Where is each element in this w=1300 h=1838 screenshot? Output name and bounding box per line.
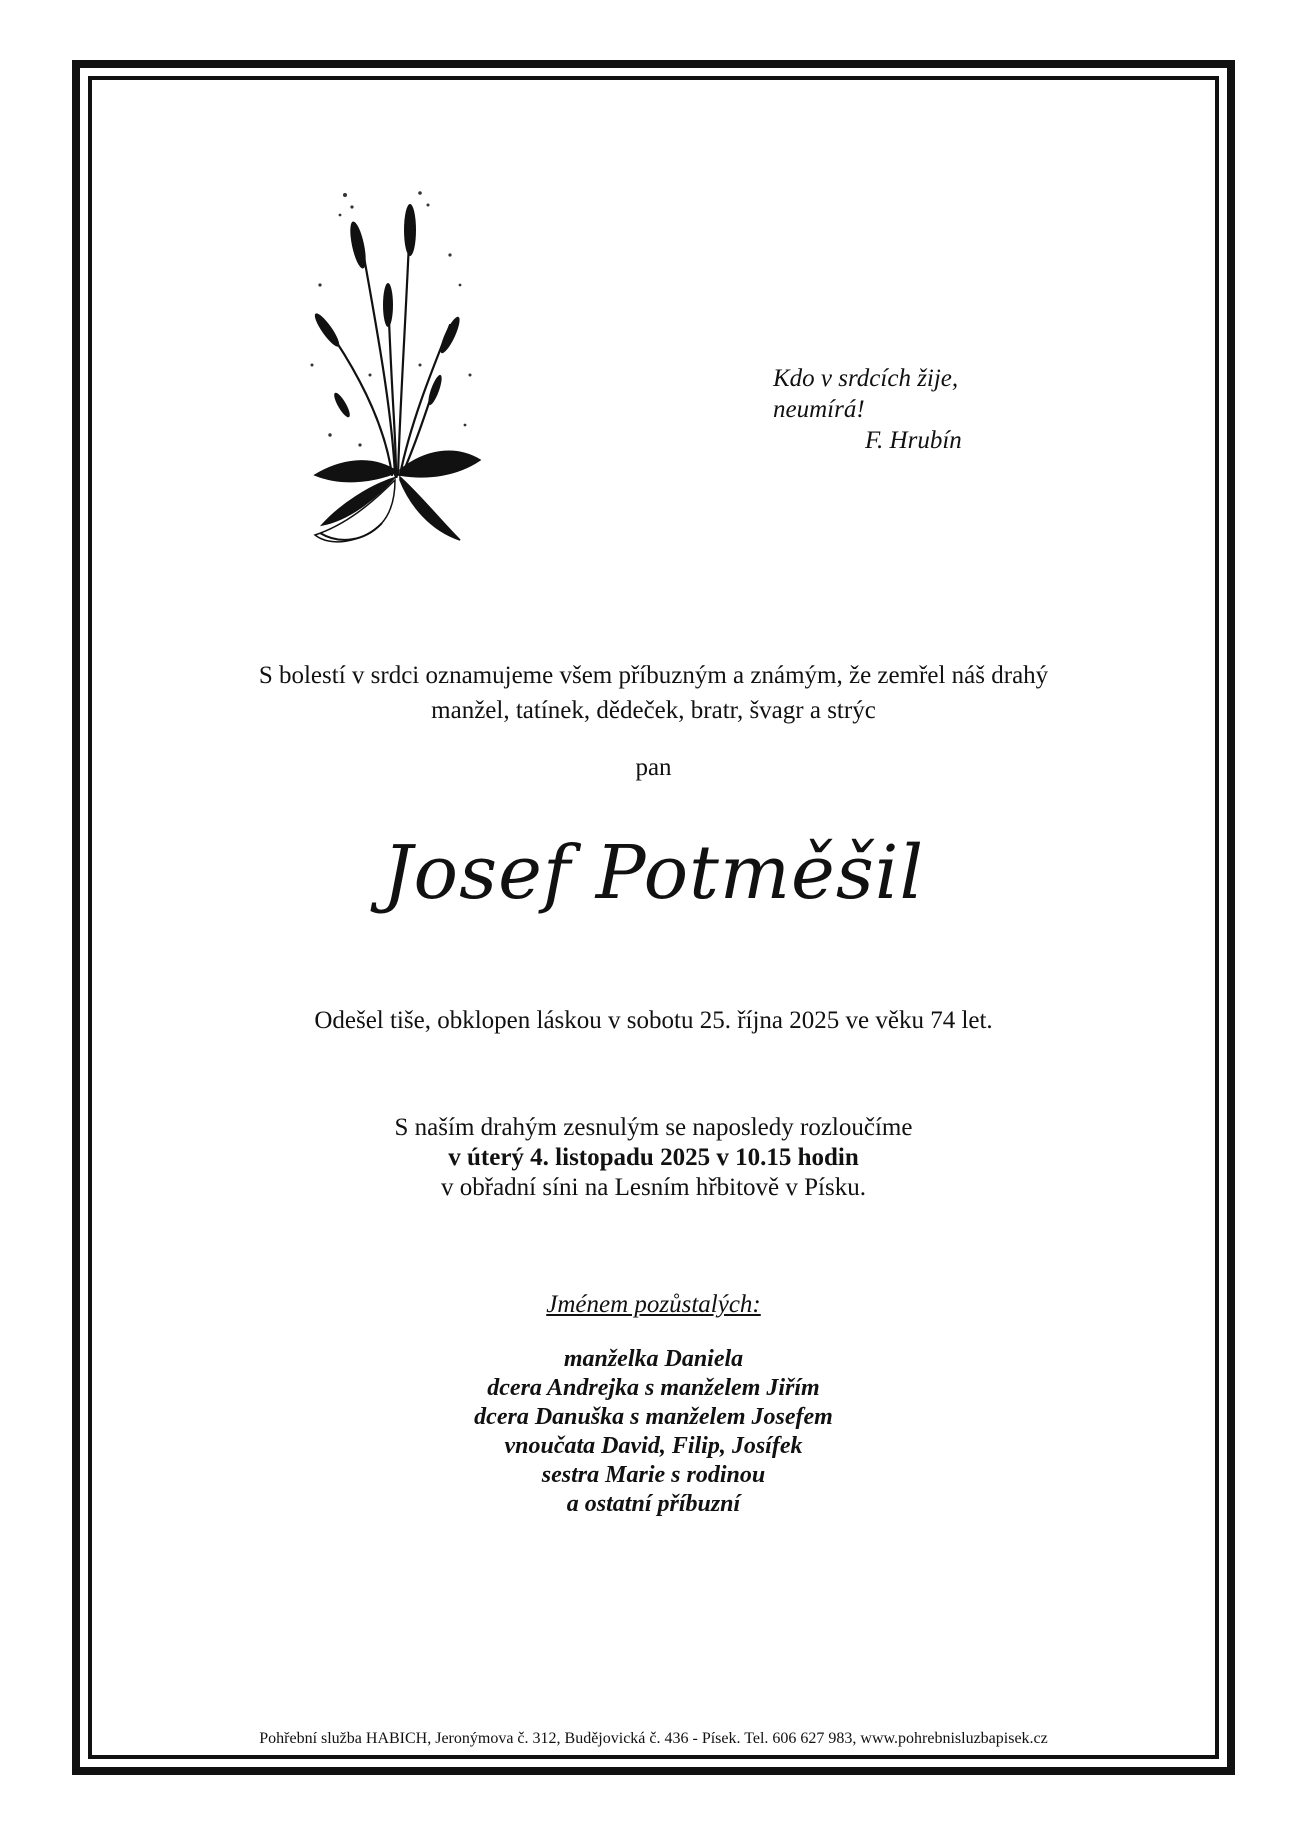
funeral-service-footer: Pohřební služba HABICH, Jeronýmova č. 312, Budějovická č. 436 - Písek. Tel. 606 627 983, www.pohrebnisluzbapisek.cz	[259, 1730, 1048, 1747]
survivor-name: manželka Daniela	[563, 1346, 744, 1372]
motto-quote	[773, 363, 962, 456]
farewell-line-1: S naším drahým zesnulým se naposledy rozloučíme	[394, 1114, 913, 1141]
announcement	[100, 658, 1207, 728]
survivors-heading	[100, 1290, 1207, 1320]
plantain-flower-illustration	[300, 175, 490, 555]
survivors-heading-text: Jménem pozůstalých:	[546, 1291, 761, 1318]
survivor-name: vnoučata David, Filip, Josífek	[504, 1433, 803, 1459]
farewell-details	[100, 1113, 1207, 1203]
motto-line-2: neumírá!	[773, 396, 865, 423]
motto-author: F. Hrubín	[865, 427, 962, 454]
survivors-list	[100, 1345, 1207, 1519]
departure-notice: Odešel tiše, obklopen láskou v sobotu 25. října 2025 ve věku 74 let.	[314, 1007, 993, 1034]
announcement-line-1: S bolestí v srdci oznamujeme všem příbuzným a známým, že zemřel náš drahý	[258, 662, 1049, 689]
survivor-name: dcera Danuška s manželem Josefem	[474, 1404, 833, 1430]
survivor-name: dcera Andrejka s manželem Jiřím	[487, 1375, 820, 1401]
survivor-name: sestra Marie s rodinou	[541, 1462, 766, 1488]
farewell-location: v obřadní síni na Lesním hřbitově v Písku.	[441, 1174, 866, 1201]
motto-line-1: Kdo v srdcích žije,	[773, 365, 959, 392]
farewell-date-time: v úterý 4. listopadu 2025 v 10.15 hodin	[448, 1144, 859, 1171]
deceased-name: Josef Potměšil	[382, 830, 925, 916]
announcement-line-2: manžel, tatínek, dědeček, bratr, švagr a strýc	[431, 697, 876, 724]
survivor-name: a ostatní příbuzní	[566, 1491, 741, 1517]
salutation: pan	[635, 754, 672, 781]
